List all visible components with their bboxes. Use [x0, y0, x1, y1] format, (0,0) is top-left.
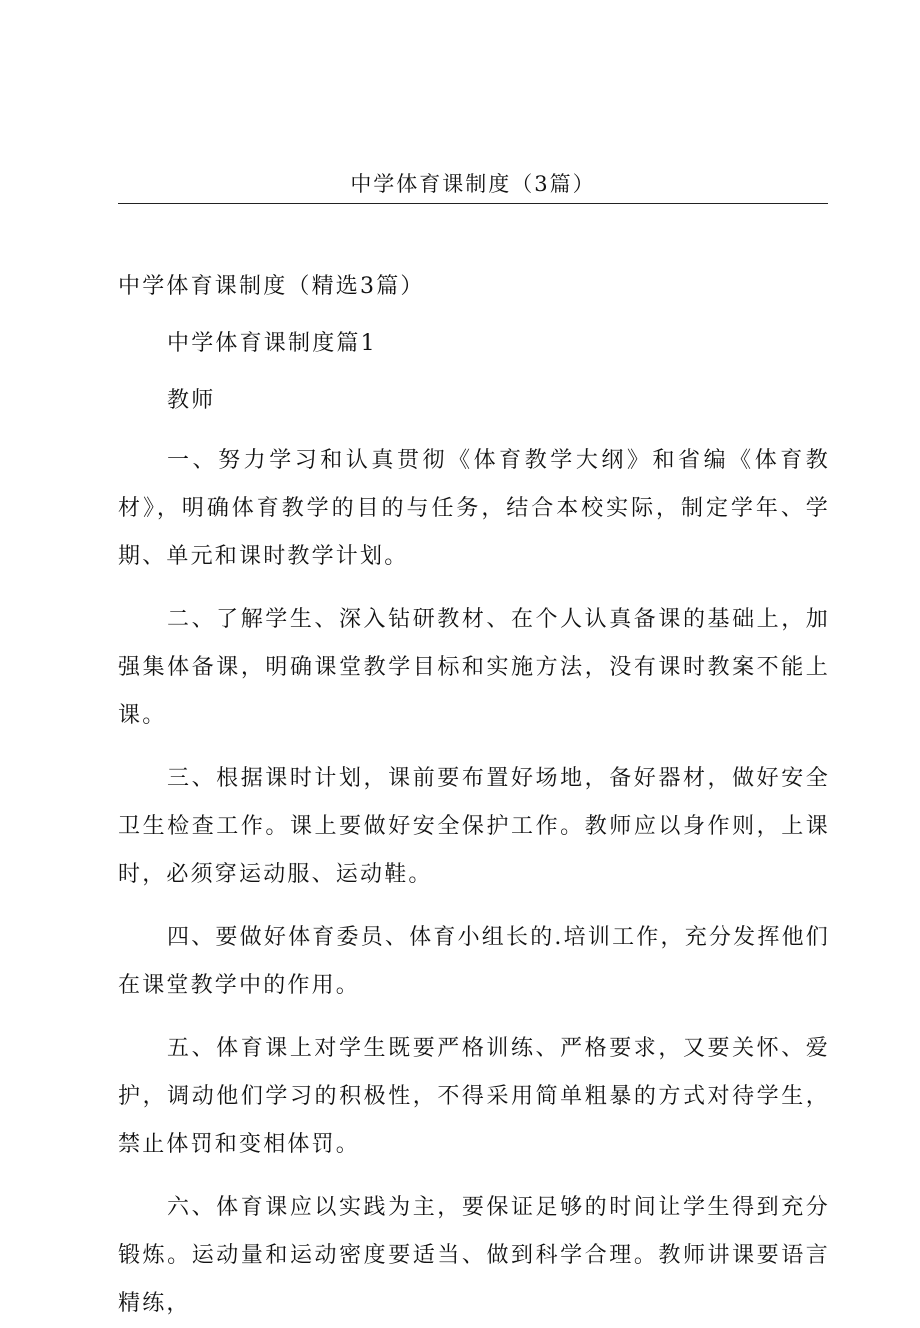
- section-title: 中学体育课制度篇1: [167, 331, 377, 356]
- header-title: 中学体育课制度（3篇）: [350, 172, 596, 196]
- paragraph-5: 五、体育课上对学生既要严格训练、严格要求，又要关怀、爱护，调动他们学习的积极性，不得采用简单粗暴的方式对待学生，禁止体罚和变相体罚。: [118, 1036, 830, 1157]
- header-divider: [118, 203, 828, 204]
- paragraph-4: 四、要做好体育委员、体育小组长的.培训工作，充分发挥他们在课堂教学中的作用。: [118, 925, 830, 998]
- subheading-teacher: 教师: [167, 388, 216, 413]
- paragraph-3: 三、根据课时计划，课前要布置好场地，备好器材，做好安全卫生检查工作。课上要做好安全保护工作。教师应以身作则，上课时，必须穿运动服、运动鞋。: [118, 766, 830, 887]
- document-title: 中学体育课制度（精选3篇）: [118, 274, 425, 299]
- paragraph-2: 二、了解学生、深入钻研教材、在个人认真备课的基础上，加强集体备课，明确课堂教学目标和实施方法，没有课时教案不能上课。: [118, 607, 830, 728]
- document-body: [118, 266, 830, 1328]
- paragraph-1: 一、努力学习和认真贯彻《体育教学大纲》和省编《体育教材》，明确体育教学的目的与任务，结合本校实际，制定学年、学期、单元和课时教学计划。: [118, 448, 830, 569]
- paragraph-6: 六、体育课应以实践为主，要保证足够的时间让学生得到充分锻炼。运动量和运动密度要适当、做到科学合理。教师讲课要语言精练，: [118, 1195, 830, 1316]
